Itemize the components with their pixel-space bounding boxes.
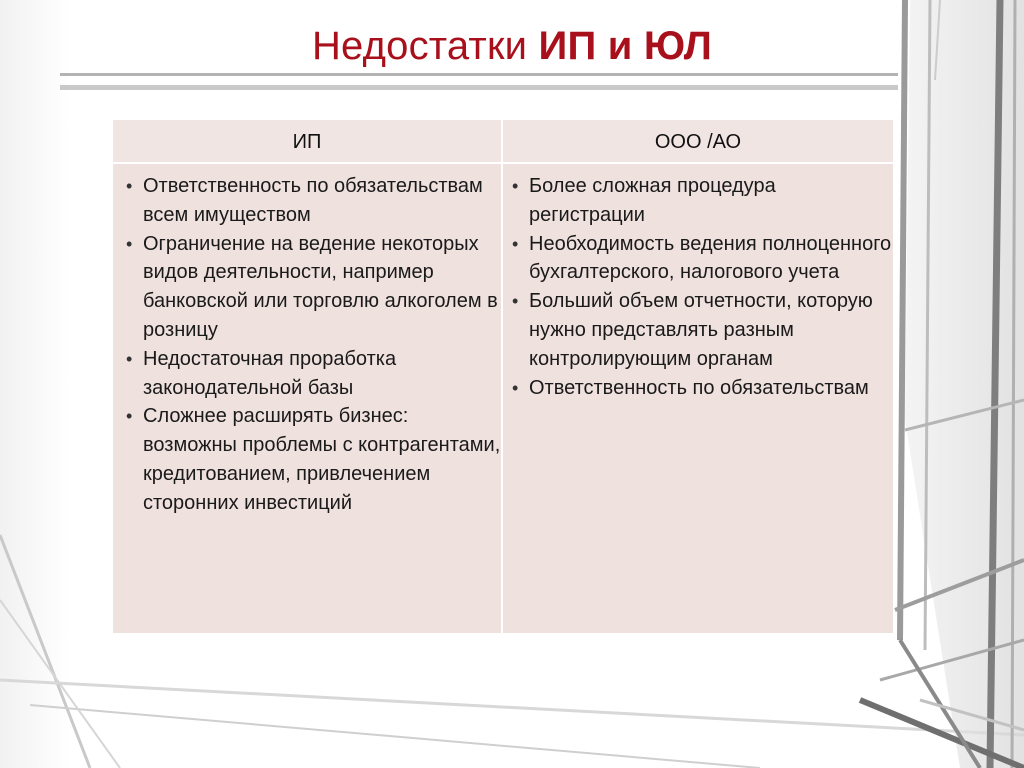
ooo-ao-disadvantages-list bbox=[509, 172, 893, 402]
title-regular: Недостатки bbox=[311, 24, 528, 68]
column-header-ip: ИП bbox=[113, 120, 503, 164]
title-underline-bottom bbox=[60, 85, 898, 90]
column-ip-cell bbox=[113, 164, 503, 633]
list-item: • Необходимость ведения полноценного бухгалтерского, налогового учета bbox=[509, 230, 893, 288]
comparison-table bbox=[113, 120, 893, 633]
column-ooo-ao-cell bbox=[503, 164, 893, 633]
list-item: • Ограничение на ведение некоторых видов деятельности, например банковской или торговлю алкоголем в розницу bbox=[123, 230, 501, 345]
title-bold: ИП и ЮЛ bbox=[538, 24, 713, 68]
column-header-ooo-ao: ООО /АО bbox=[503, 120, 893, 164]
list-item: • Более сложная процедура регистрации bbox=[509, 172, 893, 230]
list-item: • Ответственность по обязательствам всем имуществом bbox=[123, 172, 501, 230]
list-item: • Больший объем отчетности, которую нужно представлять разным контролирующим органам bbox=[509, 287, 893, 373]
page-title bbox=[0, 24, 1024, 69]
list-item: • Ответственность по обязательствам bbox=[509, 374, 893, 403]
list-item: • Недостаточная проработка законодательной базы bbox=[123, 345, 501, 403]
title-underline-top bbox=[60, 73, 898, 76]
list-item: • Сложнее расширять бизнес: возможны проблемы с контрагентами, кредитованием, привлечением сторонних инвестиций bbox=[123, 402, 501, 517]
ip-disadvantages-list bbox=[123, 172, 501, 518]
